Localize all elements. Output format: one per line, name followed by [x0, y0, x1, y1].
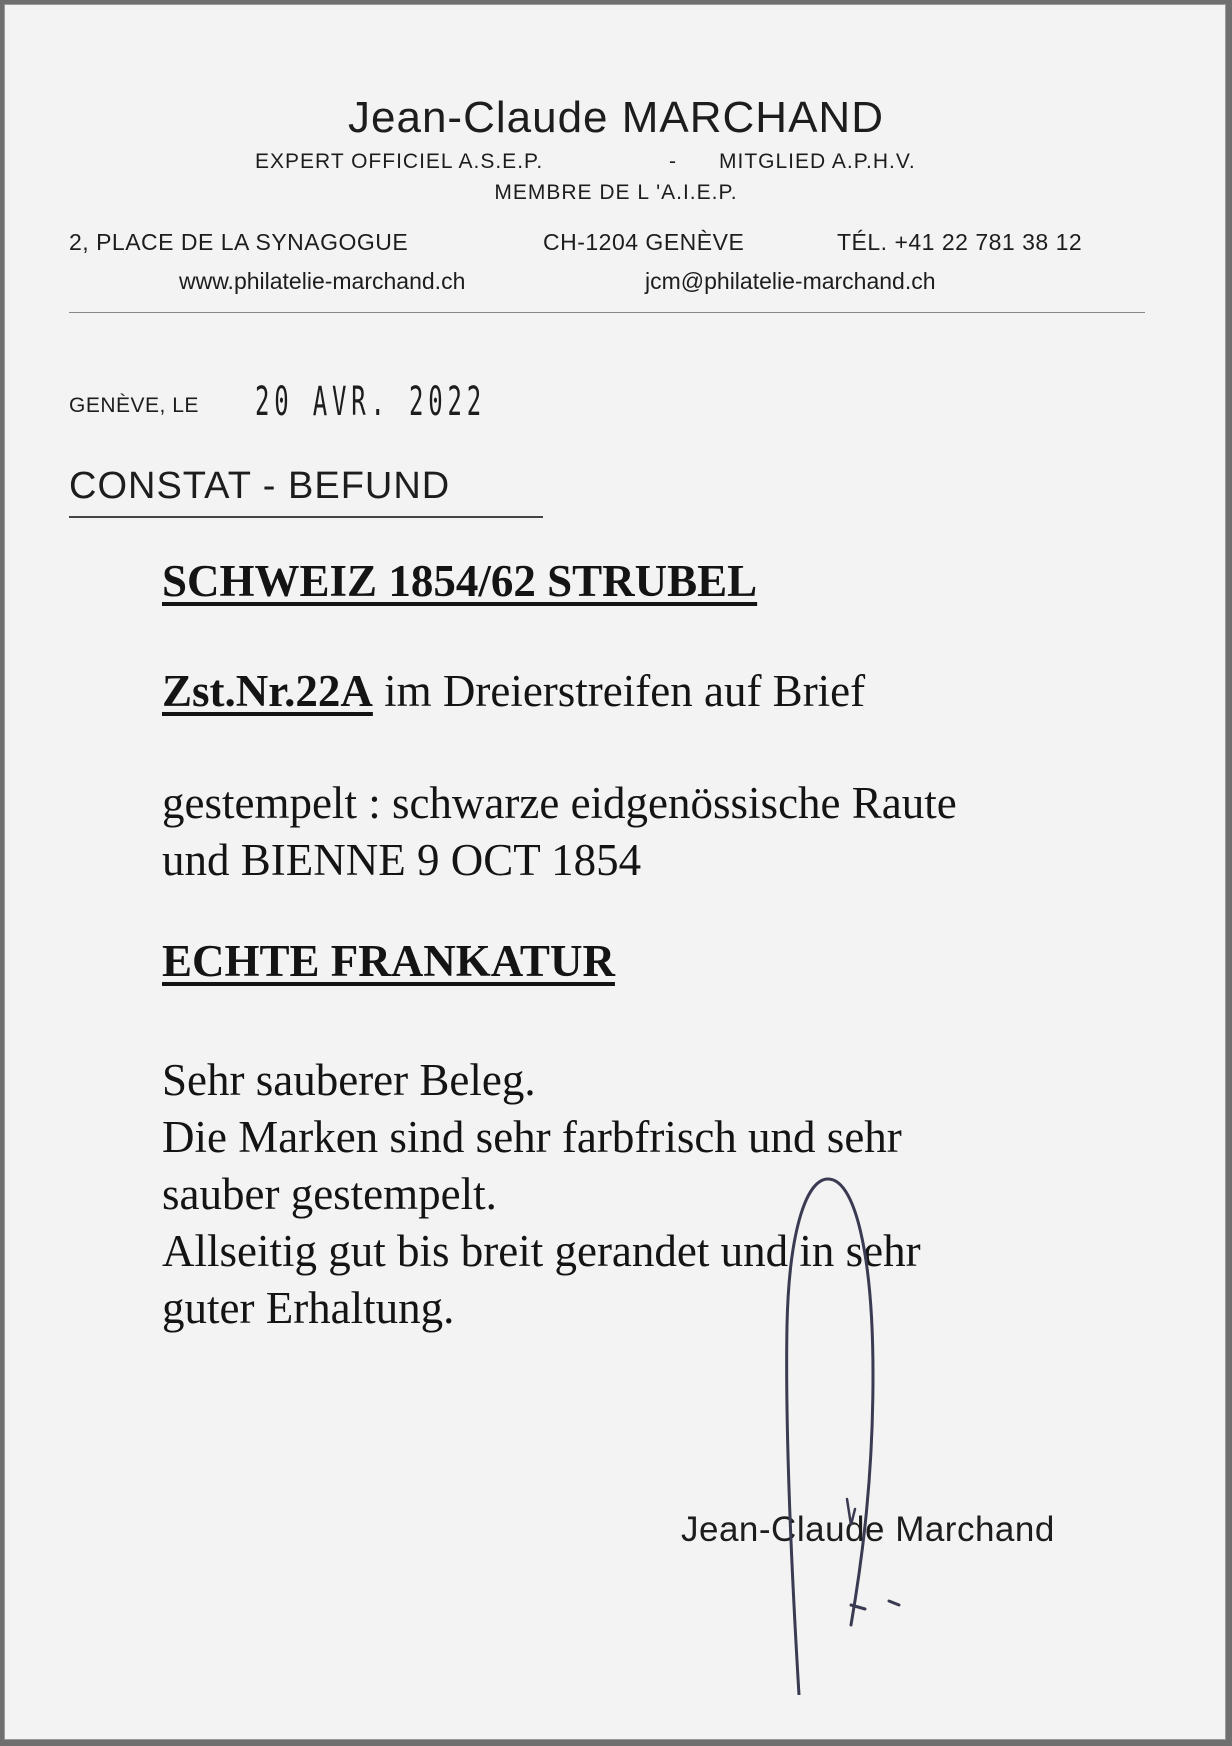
- expert-credential: EXPERT OFFICIEL A.S.E.P.: [255, 150, 544, 173]
- item-line: [162, 665, 865, 717]
- verdict-heading: ECHTE FRANKATUR: [162, 936, 615, 986]
- signatory-name: Jean-Claude Marchand: [681, 1510, 1055, 1549]
- catalogue-number: Zst.Nr.22A: [162, 666, 373, 716]
- remarks-line: guter Erhaltung.: [162, 1283, 455, 1333]
- membre-credential: MEMBRE DE L 'A.I.E.P.: [494, 181, 738, 204]
- cancellation-line: gestempelt : schwarze eidgenössische Raute: [162, 778, 957, 828]
- document-type-heading: CONSTAT - BEFUND: [69, 465, 451, 507]
- email-link[interactable]: jcm@philatelie-marchand.ch: [645, 268, 936, 294]
- website-link[interactable]: www.philatelie-marchand.ch: [179, 268, 466, 294]
- credential-separator: -: [669, 150, 677, 173]
- remarks-line: Allseitig gut bis breit gerandet und in sehr: [162, 1226, 921, 1276]
- certificate-sheet: [4, 4, 1226, 1740]
- remarks-line: Die Marken sind sehr farbfrisch und sehr: [162, 1112, 902, 1162]
- street-address: 2, PLACE DE LA SYNAGOGUE: [69, 229, 409, 255]
- place-label: GENÈVE, LE: [69, 394, 199, 417]
- city-address: CH-1204 GENÈVE: [543, 229, 745, 255]
- cancellation-text: [162, 775, 957, 889]
- header-divider: [69, 312, 1145, 313]
- cancellation-line: und BIENNE 9 OCT 1854: [162, 835, 642, 885]
- document-type-underline: [69, 516, 543, 518]
- remarks-line: Sehr sauberer Beleg.: [162, 1055, 536, 1105]
- remarks-line: sauber gestempelt.: [162, 1169, 497, 1219]
- date-stamp: 20 AVR. 2022: [255, 379, 486, 425]
- item-description: im Dreierstreifen auf Brief: [384, 666, 866, 716]
- phone-number: TÉL. +41 22 781 38 12: [837, 229, 1083, 255]
- expert-name-heading: Jean-Claude MARCHAND: [348, 93, 884, 142]
- handwritten-signature: [765, 1175, 925, 1695]
- mitglied-credential: MITGLIED A.P.H.V.: [719, 150, 916, 173]
- issue-title: SCHWEIZ 1854/62 STRUBEL: [162, 556, 758, 606]
